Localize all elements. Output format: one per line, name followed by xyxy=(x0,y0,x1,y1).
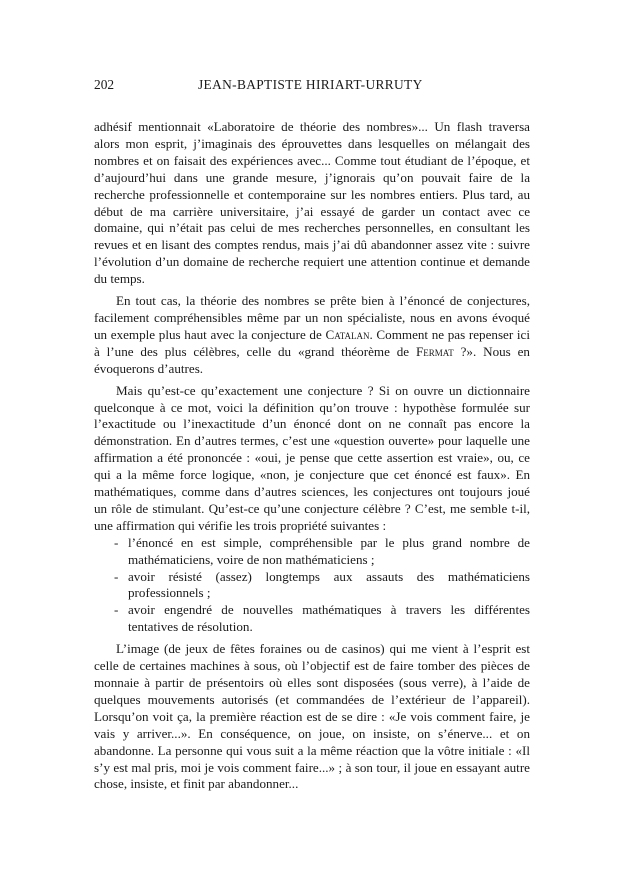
paragraph-text: En tout cas, la théorie des nombres se prête bien à l’énoncé de conjectures, facilement compréhensibles même par un non spécialiste, nous en avons évoqué un exemple plus haut avec la conjecture de xyxy=(94,293,530,342)
list-marker: - xyxy=(114,534,119,550)
list-marker: - xyxy=(114,602,119,618)
paragraph-text: ?». Nous en évoquerons d’autres. xyxy=(94,343,530,376)
list-item xyxy=(94,602,530,636)
paragraph-text: . Comment ne pas repenser ici à l’une des plus célèbres, celle du «grand théorème de xyxy=(94,326,530,359)
list-item xyxy=(94,535,530,569)
properties-list xyxy=(94,535,530,636)
list-item-text: l’énoncé en est simple, compréhensible par le plus grand nombre de mathématiciens, voire de non mathématiciens ; xyxy=(128,534,530,567)
page-header xyxy=(94,76,530,94)
page-number: 202 xyxy=(94,77,115,92)
paragraph-conjectures xyxy=(94,293,530,378)
list-item xyxy=(94,569,530,603)
paragraph-slot-machines: L’image (de jeux de fêtes foraines ou de casinos) qui me vient à l’esprit est celle de certaines machines à sous, où l’objectif est de faire tomber des pièces de monnaie à partir de présentoirs où elles sont disposées (sous verre), à l’aide de quelques mouvements autorisés (et commandées de l’extérieur de l’appareil). Lorsqu’on voit ça, la première réaction est de se dire : «Je vois comment faire, je vais y arriver...». En conséquence, on joue, on insiste, on s’énerve... et on abandonne. La personne qui vous suit a la même réaction que la vôtre initiale : «Il s’y est mal pris, moi je vois comment faire...» ; à son tour, il joue en essayant autre chose, insiste, et finit par abandonner... xyxy=(94,641,530,792)
page-body xyxy=(94,119,530,793)
name-fermat: Fermat xyxy=(415,343,454,359)
list-item-text: avoir résisté (assez) longtemps aux assauts des mathématiciens professionnels ; xyxy=(128,568,530,601)
list-item-text: avoir engendré de nouvelles mathématiques à travers les différentes tentatives de résolution. xyxy=(128,602,530,635)
running-head: JEAN-BAPTISTE HIRIART-URRUTY xyxy=(198,77,423,92)
paragraph-definition: Mais qu’est-ce qu’exactement une conjecture ? Si on ouvre un dictionnaire quelconque à ce mot, voici la définition qu’on trouve : hypothèse formulée sur l’exactitude ou l’inexactitude d’un énoncé dont on ne connaît pas encore la démonstration. En d’autres termes, c’est une «question ouverte» pour laquelle une affirmation a été prononcée : «oui, je pense que cette assertion est vraie», ou, ce qui a la même force logique, «non, je conjecture que cet énoncé est faux». En mathématiques, comme dans d’autres sciences, les conjectures ont toujours joué un rôle de stimulant. Qu’est-ce qu’une conjecture célèbre ? C’est, me semble t-il, une affirmation qui vérifie les trois propriété suivantes : xyxy=(94,382,530,533)
name-catalan: Catalan xyxy=(325,326,370,342)
list-marker: - xyxy=(114,568,119,584)
paragraph-continued: adhésif mentionnait «Laboratoire de théorie des nombres»... Un flash traversa alors mon esprit, j’imaginais des éprouvettes dans lesquelles on mélangait des nombres et on faisait des expériences avec... Comme tout étudiant de l’époque, et d’aujourd’hui dans une grande mesure, j’ignorais qu’on pouvait faire de la recherche professionnelle et contemporaine sur les nombres entiers. Plus tard, au début de ma carrière universitaire, j’ai essayé de garder un contact avec ce domaine, qui n’était pas celui de mes recherches personnelles, en consultant les revues et en lisant des comptes rendus, mais j’ai dû abandonner assez vite : suivre l’évolution d’un domaine de recherche requiert une attention continue et demande du temps. xyxy=(94,119,530,287)
